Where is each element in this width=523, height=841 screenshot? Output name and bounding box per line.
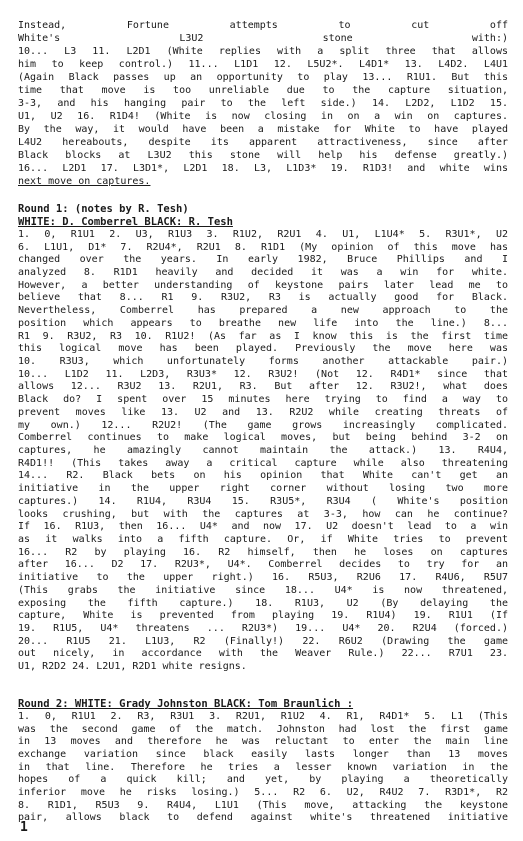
round2-line-3: in 13 moves and therefore he was reluctant to enter the main line (18, 736, 508, 747)
page-mark: 1 (20, 820, 28, 835)
round1-line-26: 16... R2 by playing 16. R2 himself, then he loses on captures (18, 547, 508, 558)
round2-line-4: exchange variation since black easily lasts longer than 13 moves (18, 749, 508, 760)
round1-line-1: 1. 0, R1U1 2. U3, R1U3 3. R1U2, R2U1 4. U1, L1U4* 5. R3U1*, U2 (18, 229, 508, 240)
round1-line-15: prevent moves like 13. U2 and 13. R2U2 while creating threats of (18, 407, 508, 418)
round2-line-2: was the second game of the match. Johnston had lost the first game (18, 724, 508, 735)
round1-line-22: captures.) 14. R1U4, R3U4 15. R3U5*, R3U4 ( White's position (18, 496, 508, 507)
round1-line-3: changed over the years. In early 1982, Bruce Phillips and I (18, 254, 508, 265)
round1-line-24: If 16. R1U3, then 16... U4* and now 17. U2 doesn't lead to a win (18, 521, 508, 532)
round1-line-19: R4D1!! (This takes away a critical capture while also threatening (18, 458, 508, 469)
round1-line-34: out nicely, in accordance with the Weaver Rule.) 22... R7U1 23. (18, 648, 508, 659)
round1-line-32: 19. R1U5, U4* threatens ... R2U3*) 19... U4* 20. R2U4 (forced.) (18, 623, 508, 634)
round1-line-5: However, a better understanding of keystone pairs later lead me to (18, 280, 508, 291)
round1-players: WHITE: D. Comberrel BLACK: R. Tesh (18, 216, 233, 228)
intro-line-3: 10... L3 11. L2D1 (White replies with a split three that allows (18, 46, 508, 57)
round1-line-7: Nevertheless, Comberrel has prepared a new approach to the (18, 305, 508, 316)
round2-line-8: 8. R1D1, R5U3 9. R4U4, L1U1 (This move, attacking the keystone (18, 800, 508, 811)
round1-line-31: capture, White is prevented from playing 19. R1U4) 19. R1U1 (If (18, 610, 508, 621)
round2-line-6: hopes of a quick kill; and yet, by playing a theoretically (18, 774, 508, 785)
round1-line-28: initiative to the upper right.) 16. R5U3, R2U6 17. R4U6, R5U7 (18, 572, 508, 583)
round2-line-9: pair, allows black to defend against white's threatened initiative (18, 812, 508, 823)
round1-line-13: allows 12... R3U2 13. R2U1, R3. But after 12. R3U2!, what does (18, 381, 508, 392)
round1-line-23: looks crushing, but with the captures at 3-3, how can he continue? (18, 509, 508, 520)
intro-line-9: By the way, it would have been a mistake for White to have played (18, 124, 508, 135)
round1-line-12: 10... L1D2 11. L2D3, R3U3* 12. R3U2! (Not 12. R4D1* since that (18, 369, 508, 380)
round1-line-21: initiative in the upper right corner without losing two more (18, 483, 508, 494)
round1-line-29: (This grabs the initiative since 18... U4* is now threatened, (18, 585, 508, 596)
intro-line-1: Instead, Fortune attempts to cut off (18, 20, 508, 31)
round1-heading: Round 1: (notes by R. Tesh) (18, 203, 189, 215)
round1-line-27: after 16... D2 17. R2U3*, U4*. Comberrel decides to try for an (18, 559, 508, 570)
round1-line-35: U1, R2D2 24. L2U1, R2D1 white resigns. (18, 661, 247, 672)
intro-line-5: (Again Black passes up an opportunity to play 13... R1U1. But this (18, 72, 508, 83)
round2-line-5: in that line. Therefore he tries a lesser known variation in the (18, 762, 508, 773)
round1-line-30: exposing the fifth capture.) 18. R1U3, U2 (By delaying the (18, 598, 508, 609)
round2-players: Round 2: WHITE: Grady Johnston BLACK: Tom Braunlich : (18, 698, 354, 710)
round1-line-2: 6. L1U1, D1* 7. R2U4*, R2U1 8. R1D1 (My opinion of this move has (18, 242, 508, 253)
round1-line-11: 10. R3U3, which unfortunately forms another attackable pair.) (18, 356, 508, 367)
intro-line-13: next move on captures. (18, 176, 151, 187)
round1-line-17: Comberrel continues to make logical moves, but being behind 3-2 on (18, 432, 508, 443)
round1-line-33: 20... R1U5 21. L1U3, R2 (Finally!) 22. R6U2 (Drawing the game (18, 636, 508, 647)
intro-line-12: 16... L2D1 17. L3D1*, L2D1 18. L3, L1D3* 19. R1D3! and white wins (18, 163, 508, 174)
round1-line-18: captures, he amazingly cannot maintain the attack.) 13. R4U4, (18, 445, 508, 456)
round1-line-25: as it walks into a fifth capture. Or, if White tries to prevent (18, 534, 508, 545)
round1-line-8: position which appears to breathe new life into the line.) 8... (18, 318, 508, 329)
intro-line-2: White's L3U2 stone with:) (18, 33, 508, 44)
round2-line-1: 1. 0, R1U1 2. R3, R3U1 3. R2U1, R1U2 4. R1, R4D1* 5. L1 (This (18, 711, 508, 722)
round2-line-7: inferior move he risks losing.) 5... R2 6. U2, R4U2 7. R3D1*, R2 (18, 787, 508, 798)
intro-line-10: L4U2 hereabouts, despite its apparent attractiveness, since after (18, 137, 508, 148)
round1-line-10: this logical move has been played. Previously the move here was (18, 343, 508, 354)
round1-line-20: 14... R2. Black bets on his opinion that White can't get an (18, 470, 508, 481)
intro-line-4: him to keep control.) 11... L1D1 12. L5U2*. L4D1* 13. L4D2. L4U1 (18, 59, 508, 70)
round1-line-4: analyzed 8. R1D1 heavily and decided it was a win for white. (18, 267, 508, 278)
round1-line-14: Black do? I spent over 15 minutes here trying to find a way to (18, 394, 508, 405)
intro-line-6: time that move is too unreliable due to the capture situation, (18, 85, 508, 96)
intro-line-11: Black blocks at L3U2 this stone will help his defense greatly.) (18, 150, 508, 161)
round1-line-9: R1 9. R3U2, R3 10. R1U2! (As far as I know this is the first time (18, 331, 508, 342)
round1-line-6: believe that 8... R1 9. R3U2, R3 is actually good for Black. (18, 292, 508, 303)
intro-line-8: U1, U2 16. R1D4! (White is now closing in on a win on captures. (18, 111, 508, 122)
round1-line-16: my own.) 12... R2U2! (The game grows increasingly complicated. (18, 420, 508, 431)
intro-line-7: 3-3, and his hanging pair to the left side.) 14. L2D2, L1D2 15. (18, 98, 508, 109)
